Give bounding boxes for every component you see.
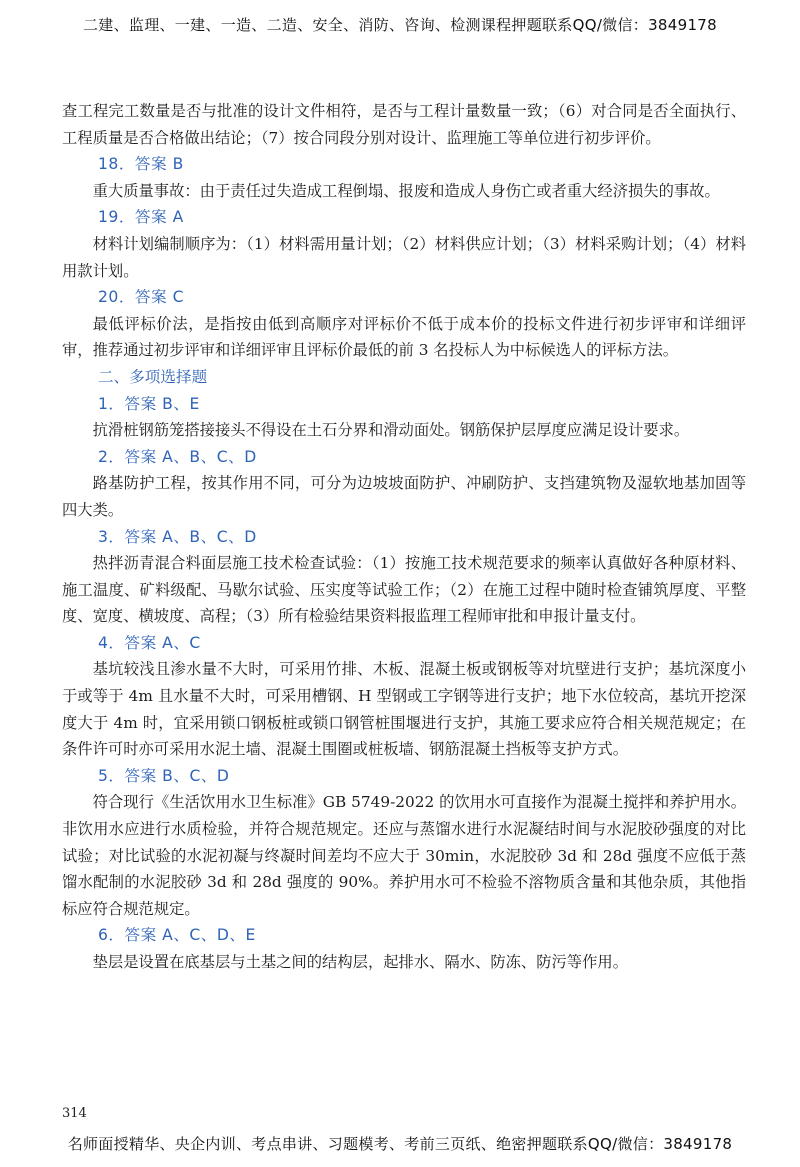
paragraph: 符合现行《生活饮用水卫生标准》GB 5749-2022 的饮用水可直接作为混凝土搅拌和养护用水。非饮用水应进行水质检验，并符合规范规定。还应与蒸馏水进行水泥凝结时间与水泥胶砂强度的对比试验；对比试验的水泥初凝与终凝时间差均不应大于 30min，水泥胶砂 3d 和 28d 强度不应低于蒸馏水配制的水泥胶砂 3d 和 28d 强度的 90%。养护用水可不检验不溶物质含量和其他杂质，其他指标应符合规范规定。 [62,793,746,918]
paragraph: 材料计划编制顺序为：（1）材料需用量计划；（2）材料供应计划；（3）材料采购计划；（4）材料用款计划。 [62,234,746,280]
answer-heading: 6．答案 A、C、D、E [98,926,256,945]
answer-heading: 2．答案 A、B、C、D [98,447,257,466]
answer-heading: 3．答案 A、B、C、D [98,527,257,546]
paragraph: 查工程完工数量是否与批准的设计文件相符，是否与工程计量数量一致；（6）对合同是否全面执行、工程质量是否合格做出结论；（7）按合同段分别对设计、监理施工等单位进行初步评价。 [62,102,746,147]
answer-heading: 18．答案 B [98,155,184,174]
paragraph: 垫层是设置在底基层与土基之间的结构层，起排水、隔水、防冻、防污等作用。 [92,953,628,971]
answer-heading: 19．答案 A [98,208,184,227]
page-footer: 名师面授精华、央企内训、考点串讲、习题模考、考前三页纸、绝密押题联系QQ/微信：3849178 [67,1135,733,1153]
answer-content [62,98,746,976]
page-header: 二建、监理、一建、一造、二造、安全、消防、咨询、检测课程押题联系QQ/微信：3849178 [83,16,717,34]
answer-heading: 20．答案 C [98,288,184,307]
paragraph: 热拌沥青混合料面层施工技术检查试验：（1）按施工技术规范要求的频率认真做好各种原材料、施工温度、矿料级配、马歇尔试验、压实度等试验工作；（2）在施工过程中随时检查铺筑厚度、平整度、宽度、横坡度、高程；（3）所有检验结果资料报监理工程师审批和申报计量支付。 [62,554,746,626]
page-number: 314 [62,1106,87,1121]
paragraph: 最低评标价法，是指按由低到高顺序对评标价不低于成本价的投标文件进行初步评审和详细评审，推荐通过初步评审和详细评审且评标价最低的前 3 名投标人为中标候选人的评标方法。 [62,314,746,360]
answer-heading: 1．答案 B、E [98,394,200,413]
section-heading: 二、多项选择题 [98,367,208,386]
paragraph: 基坑较浅且渗水量不大时，可采用竹排、木板、混凝土板或钢板等对坑壁进行支护；基坑深度小于或等于 4m 且水量不大时，可采用槽钢、H 型钢或工字钢等进行支护；地下水位较高，基坑开挖深度大于 4m 时，宜采用锁口钢板桩或锁口钢管桩围堰进行支护，其施工要求应符合相关规范规定；在条件许可时亦可采用水泥土墙、混凝土围圈或桩板墙、钢筋混凝土挡板等支护方式。 [62,660,746,759]
paragraph: 重大质量事故：由于责任过失造成工程倒塌、报废和造成人身伤亡或者重大经济损失的事故。 [92,181,720,200]
answer-heading: 4．答案 A、C [98,633,201,652]
paragraph: 抗滑桩钢筋笼搭接接头不得设在土石分界和滑动面处。钢筋保护层厚度应满足设计要求。 [92,421,690,440]
answer-heading: 5．答案 B、C、D [98,766,230,785]
paragraph: 路基防护工程，按其作用不同，可分为边坡坡面防护、冲刷防护、支挡建筑物及湿软地基加固等四大类。 [62,474,746,519]
